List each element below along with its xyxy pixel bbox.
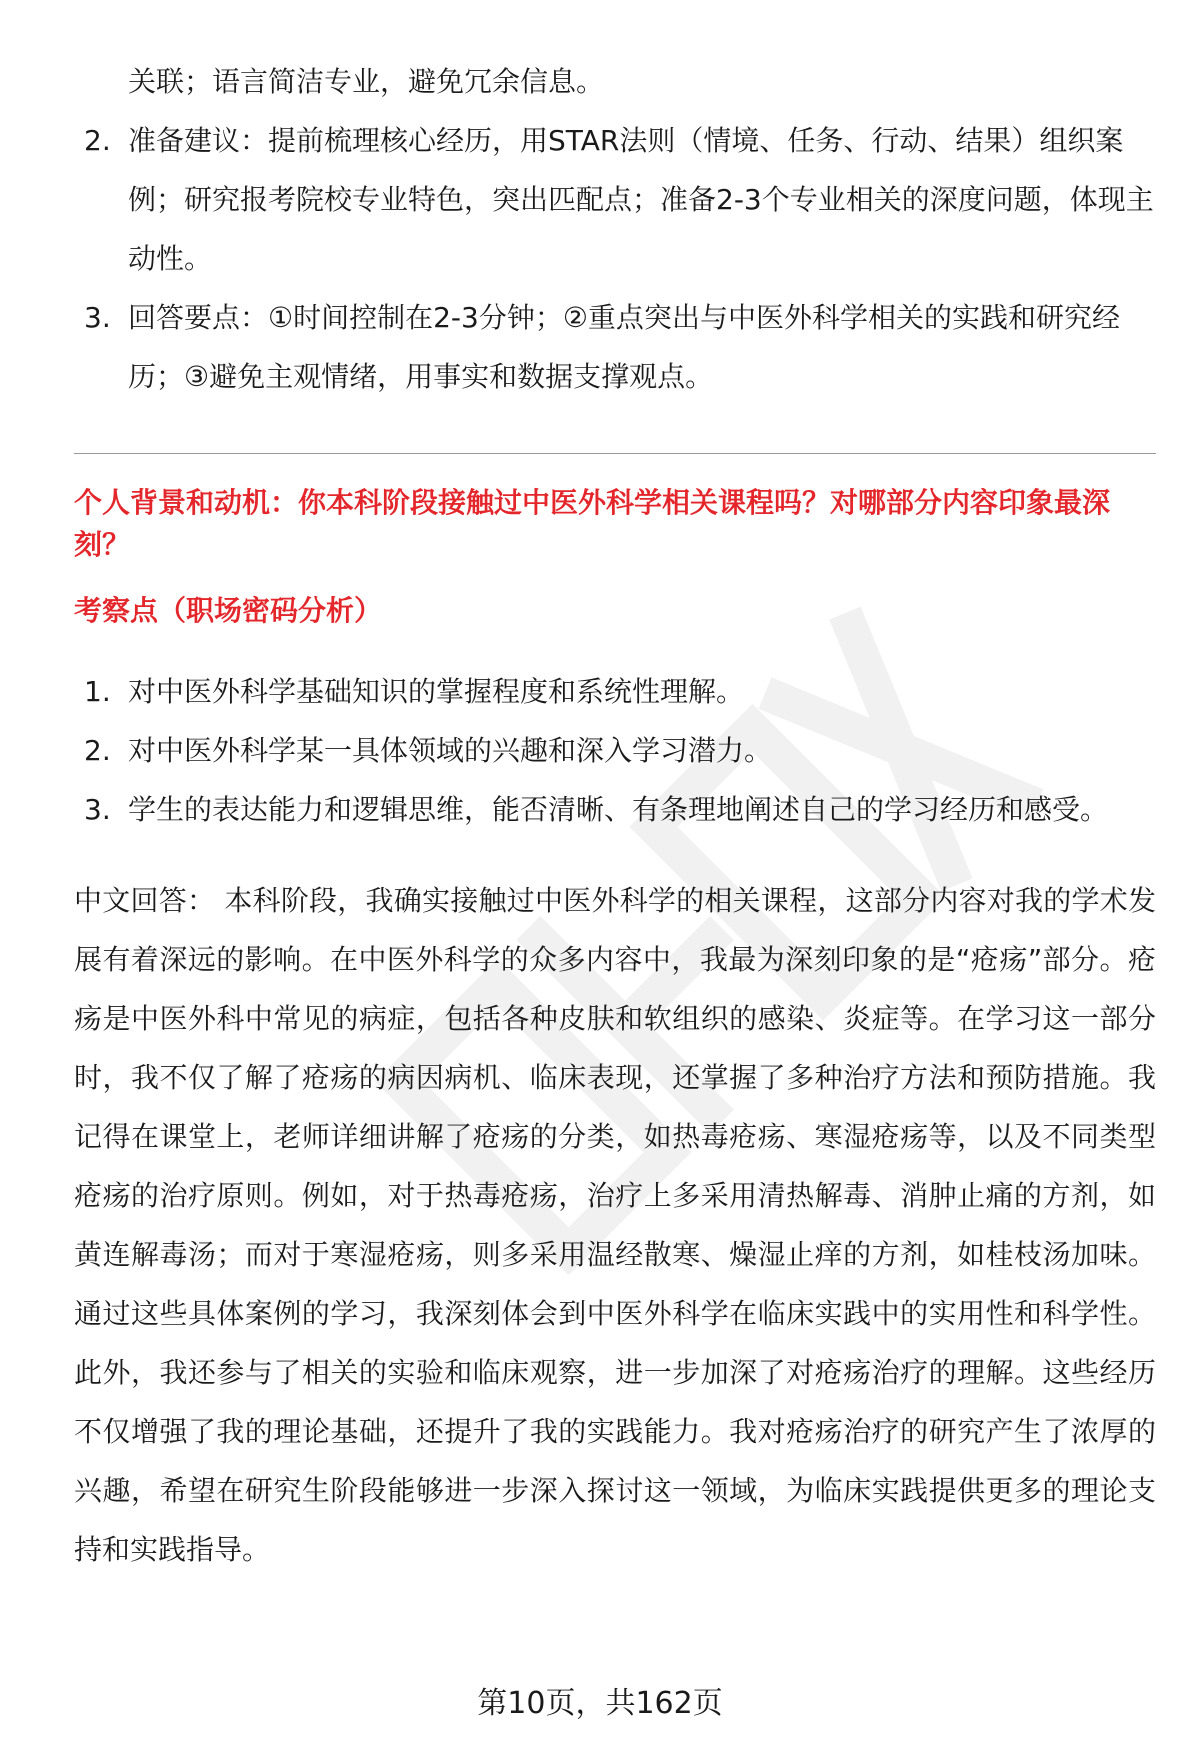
list-item-text: 对中医外科学基础知识的掌握程度和系统性理解。	[128, 675, 745, 708]
list-item	[74, 111, 1156, 288]
list-item-text: 回答要点：①时间控制在2-3分钟；②重点突出与中医外科学相关的实践和研究经历；③避免主观情绪，用事实和数据支撑观点。	[128, 301, 1120, 393]
prep-tips-list	[74, 111, 1156, 406]
assessment-points-list	[74, 662, 1156, 839]
list-number: 3.	[84, 301, 111, 334]
list-item	[74, 662, 1156, 721]
list-number: 1.	[84, 675, 111, 708]
list-item-continuation: 关联；语言简洁专业，避免冗余信息。	[128, 65, 605, 98]
list-item	[74, 288, 1156, 406]
document-page	[74, 52, 1156, 1579]
list-item-text: 学生的表达能力和逻辑思维，能否清晰、有条理地阐述自己的学习经历和感受。	[128, 793, 1109, 826]
page-number: 第10页，共162页	[477, 1686, 723, 1721]
list-number: 2.	[84, 124, 111, 157]
list-item	[74, 780, 1156, 839]
list-item-text: 对中医外科学某一具体领域的兴趣和深入学习潜力。	[128, 734, 773, 767]
list-number: 3.	[84, 793, 111, 826]
list-number: 2.	[84, 734, 111, 767]
list-item-text: 准备建议：提前梳理核心经历，用STAR法则（情境、任务、行动、结果）组织案例；研究报考院校专业特色，突出匹配点；准备2-3个专业相关的深度问题，体现主动性。	[128, 124, 1154, 275]
list-item	[74, 721, 1156, 780]
points-heading: 考察点（职场密码分析）	[74, 594, 383, 627]
question-title: 个人背景和动机：你本科阶段接触过中医外科学相关课程吗？对哪部分内容印象最深刻？	[74, 486, 1111, 561]
answer-paragraph: 中文回答： 本科阶段，我确实接触过中医外科学的相关课程，这部分内容对我的学术发展有着深远的影响。在中医外科学的众多内容中，我最为深刻印象的是“疮疡”部分。疮疡是中医外科中常见的病症，包括各种皮肤和软组织的感染、炎症等。在学习这一部分时，我不仅了解了疮疡的病因病机、临床表现，还掌握了多种治疗方法和预防措施。我记得在课堂上，老师详细讲解了疮疡的分类，如热毒疮疡、寒湿疮疡等，以及不同类型疮疡的治疗原则。例如，对于热毒疮疡，治疗上多采用清热解毒、消肿止痛的方剂，如黄连解毒汤；而对于寒湿疮疡，则多采用温经散寒、燥湿止痒的方剂，如桂枝汤加味。通过这些具体案例的学习，我深刻体会到中医外科学在临床实践中的实用性和科学性。此外，我还参与了相关的实验和临床观察，进一步加深了对疮疡治疗的理解。这些经历不仅增强了我的理论基础，还提升了我的实践能力。我对疮疡治疗的研究产生了浓厚的兴趣，希望在研究生阶段能够进一步深入探讨这一领域，为临床实践提供更多的理论支持和实践指导。	[74, 884, 1156, 1566]
